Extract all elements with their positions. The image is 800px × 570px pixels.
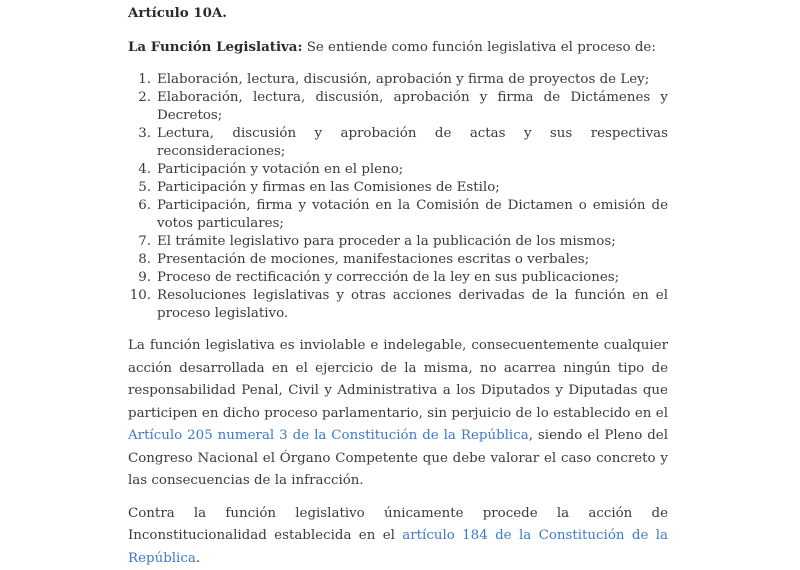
list-item-number: 6. [128, 197, 151, 215]
paragraph-text: La función legislativa es inviolable e indelegable, consecuentemente cualquier acción desarrollada en el ejercicio de la misma, no acarrea ningún tipo de responsabilidad Penal, Civil y Administrativa a los Diputados y Diputadas que participen en dicho proceso parlamentario, sin perjuicio de lo establecido en el [128, 338, 668, 421]
list-item-text: El trámite legislativo para proceder a la publicación de los mismos; [157, 234, 616, 249]
list-item-number: 7. [128, 233, 151, 251]
list-item-text: Participación y firmas en las Comisiones de Estilo; [157, 180, 500, 195]
intro-text: Se entiende como función legislativa el proceso de: [302, 40, 655, 55]
list-item [128, 233, 668, 251]
paragraph-text: Contra la función legislativo únicamente procede la acción de Inconstitucionalidad establecida en el [128, 506, 668, 544]
list-item-number: 5. [128, 179, 151, 197]
list-item-text: Presentación de mociones, manifestaciones escritas o verbales; [157, 252, 589, 267]
list-item-number: 2. [128, 89, 151, 107]
document-body [128, 4, 668, 570]
list-item-number: 1. [128, 71, 151, 89]
list-item-number: 8. [128, 251, 151, 269]
list-item-text: Lectura, discusión y aprobación de actas y sus respectivas reconsideraciones; [157, 126, 668, 159]
list-item-text: Elaboración, lectura, discusión, aprobación y firma de Dictámenes y Decretos; [157, 90, 668, 123]
list-item [128, 287, 668, 323]
list-item [128, 251, 668, 269]
list-item [128, 197, 668, 233]
article-205-link[interactable]: Artículo 205 numeral 3 de la Constitución de la República [128, 428, 529, 443]
list-item-text: Resoluciones legislativas y otras acciones derivadas de la función en el proceso legislativo. [157, 288, 668, 321]
intro-paragraph [128, 38, 668, 57]
list-item [128, 161, 668, 179]
article-title: Artículo 10A. [128, 4, 668, 22]
list-item-text: Proceso de rectificación y corrección de la ley en sus publicaciones; [157, 270, 619, 285]
paragraph-text: , siendo el Pleno del Congreso Nacional el Órgano Competente que debe valorar el caso concreto y las consecuencias de la infracción. [128, 428, 668, 488]
unconstitutionality-paragraph [128, 503, 668, 570]
list-item-number: 4. [128, 161, 151, 179]
intro-label: La Función Legislativa: [128, 39, 302, 55]
paragraph-text: . [196, 551, 200, 566]
immunity-paragraph [128, 335, 668, 493]
list-item-text: Elaboración, lectura, discusión, aprobación y firma de proyectos de Ley; [157, 72, 649, 87]
list-item-number: 10. [128, 287, 151, 305]
function-list [128, 71, 668, 323]
list-item [128, 125, 668, 161]
list-item-number: 9. [128, 269, 151, 287]
list-item-text: Participación y votación en el pleno; [157, 162, 403, 177]
list-item [128, 269, 668, 287]
list-item [128, 89, 668, 125]
list-item [128, 179, 668, 197]
list-item [128, 71, 668, 89]
list-item-number: 3. [128, 125, 151, 143]
list-item-text: Participación, firma y votación en la Comisión de Dictamen o emisión de votos particulares; [157, 198, 668, 231]
article-184-link[interactable]: artículo 184 de la Constitución de la República [128, 528, 668, 566]
